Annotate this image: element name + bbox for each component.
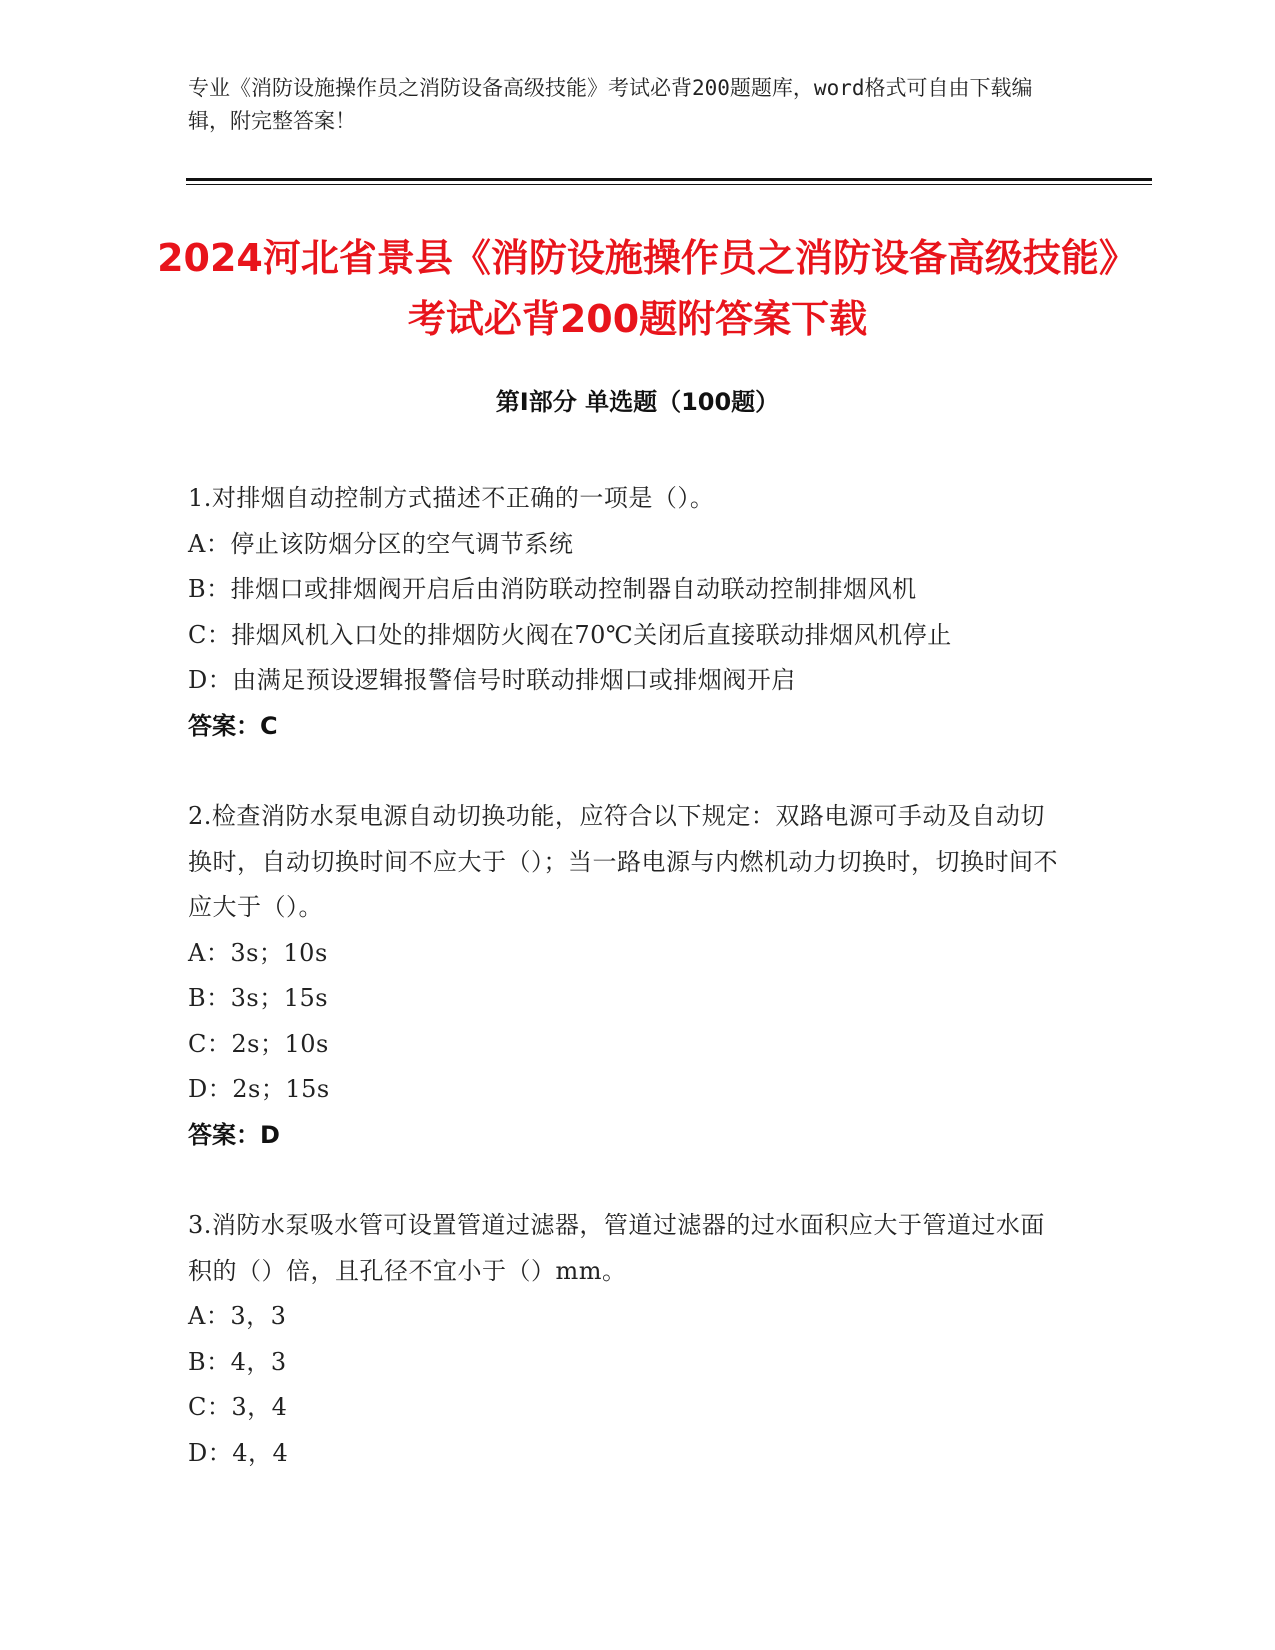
question-1 <box>188 476 1068 749</box>
answer: 答案：D <box>188 1120 280 1149</box>
question-2 <box>188 794 1068 1158</box>
header-divider-thick <box>186 178 1152 181</box>
header-note: 专业《消防设施操作员之消防设备高级技能》考试必背200题题库，word格式可自由下载编辑，附完整答案！ <box>188 76 1033 133</box>
option-c: C：排烟风机入口处的排烟防火阀在70℃关闭后直接联动排烟风机停止 <box>188 620 952 649</box>
header-divider-thin <box>186 184 1152 185</box>
question-list <box>188 476 1068 1521</box>
question-3 <box>188 1203 1068 1476</box>
option-b: B：排烟口或排烟阀开启后由消防联动控制器自动联动控制排烟风机 <box>188 575 917 603</box>
option-c: C：2s；10s <box>188 1029 329 1058</box>
document-title: 2024河北省景县《消防设施操作员之消防设备高级技能》考试必背200题附答案下载 <box>157 236 1118 341</box>
option-d: D：由满足预设逻辑报警信号时联动排烟口或排烟阀开启 <box>188 666 796 694</box>
option-d: D：4，4 <box>188 1438 289 1467</box>
option-a: A：3，3 <box>188 1302 287 1330</box>
option-a: A：3s；10s <box>188 938 328 967</box>
section-title: 第I部分 单选题（100题） <box>495 388 780 416</box>
question-stem: 1.对排烟自动控制方式描述不正确的一项是（）。 <box>188 484 715 512</box>
question-stem: 2.检查消防水泵电源自动切换功能，应符合以下规定：双路电源可手动及自动切换时，自动切换时间不应大于（）；当一路电源与内燃机动力切换时，切换时间不应大于（）。 <box>188 802 1058 921</box>
question-stem: 3.消防水泵吸水管可设置管道过滤器，管道过滤器的过水面积应大于管道过水面积的（）倍，且孔径不宜小于（）mm。 <box>188 1211 1045 1285</box>
option-b: B：3s；15s <box>188 984 329 1012</box>
answer: 答案：C <box>188 711 278 740</box>
option-d: D：2s；15s <box>188 1075 330 1103</box>
option-c: C：3，4 <box>188 1393 288 1421</box>
option-a: A：停止该防烟分区的空气调节系统 <box>188 529 574 558</box>
option-b: B：4，3 <box>188 1347 287 1376</box>
